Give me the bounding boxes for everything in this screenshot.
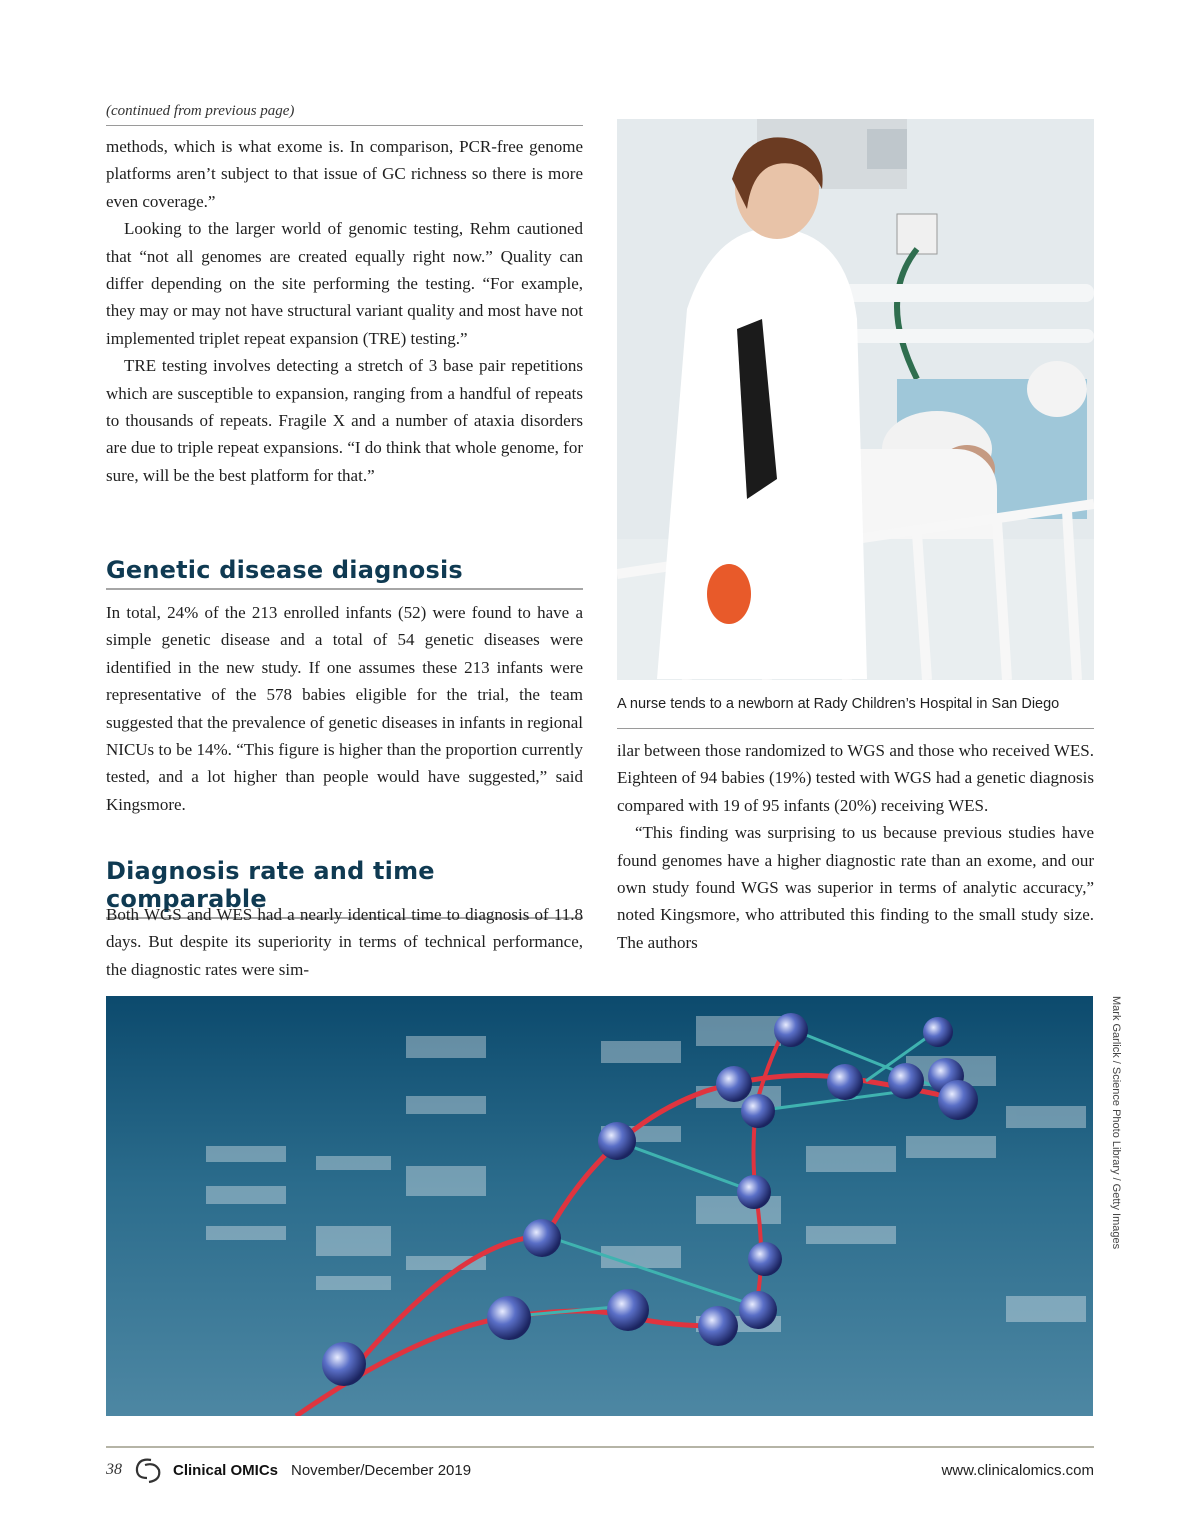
nurse-illustration xyxy=(617,119,1094,680)
website-url: www.clinicalomics.com xyxy=(941,1462,1094,1479)
paragraph: ilar between those randomized to WGS and those who received WES. Eighteen of 94 babies (19%) tested with WGS had a genetic diagnosis compared with 19 of 95 infants (20%) receiving WES. xyxy=(617,741,1094,815)
footer-rule xyxy=(106,1446,1094,1448)
photo-credit-text: Mark Garlick / Science Photo Library / Getty Images xyxy=(1110,996,1122,1250)
right-column-bottom xyxy=(617,737,1094,956)
photo-caption: A nurse tends to a newborn at Rady Children’s Hospital in San Diego xyxy=(617,696,1060,712)
paragraph: Looking to the larger world of genomic testing, Rehm cautioned that “not all genomes are created equally right now.” Quality can differ depending on the site performing the testing. “For example, they may or may not have structural variant quality and most have not implemented triplet repeat expansion (TRE) testing.” xyxy=(106,219,583,348)
continued-note: (continued from previous page) xyxy=(106,103,295,119)
section-heading-genetic-disease xyxy=(106,556,583,590)
photo-credit xyxy=(1108,996,1128,1256)
dna-illustration xyxy=(106,996,1093,1416)
brand-name: Clinical OMICs xyxy=(173,1462,279,1479)
page-number: 38 xyxy=(106,1461,122,1478)
continued-rule xyxy=(106,125,583,126)
heading-text: Genetic disease diagnosis xyxy=(106,556,463,584)
paragraph: “This finding was surprising to us because previous studies have found genomes have a higher diagnostic rate than an exome, and our own study found WGS was superior in terms of analytic accuracy,” noted Kingsmore, who attributed this finding to the small study size. The authors xyxy=(617,823,1094,952)
left-column-top xyxy=(106,133,583,489)
nurse-photo xyxy=(617,119,1094,680)
paragraph: methods, which is what exome is. In comparison, PCR-free genome platforms aren’t subject to that issue of GC richness so there is more even coverage.” xyxy=(106,137,583,211)
heading-text: Diagnosis rate and time comparable xyxy=(106,857,435,913)
dna-graphic xyxy=(106,996,1093,1416)
left-column-bottom xyxy=(106,901,583,983)
paragraph: In total, 24% of the 213 enrolled infants (52) were found to have a simple genetic disease and a total of 54 genetic diseases were identified in the new study. If one assumes these 213 infants were representative of the 578 babies eligible for the trial, the team suggested that the prevalence of genetic diseases in infants in regional NICUs to be 14%. “This figure is higher than the proportion currently tested, and a lot higher than people would have suggested,” said Kingsmore. xyxy=(106,603,583,814)
paragraph: Both WGS and WES had a nearly identical time to diagnosis of 11.8 days. But despite its superiority in terms of technical performance, the diagnostic rates were sim- xyxy=(106,905,583,979)
left-column-middle xyxy=(106,599,583,818)
heading-rule xyxy=(106,588,583,590)
paragraph: TRE testing involves detecting a stretch of 3 base pair repetitions which are susceptible to expansion, ranging from a handful of repeats to thousands of repeats. Fragile X and a number of ataxia disorders are due to triple repeat expansions. “I do think that whole genome, for sure, will be the best platform for that.” xyxy=(106,356,583,485)
clinical-omics-logo-icon xyxy=(133,1456,165,1484)
issue-date: November/December 2019 xyxy=(291,1462,472,1479)
caption-rule xyxy=(617,728,1094,729)
